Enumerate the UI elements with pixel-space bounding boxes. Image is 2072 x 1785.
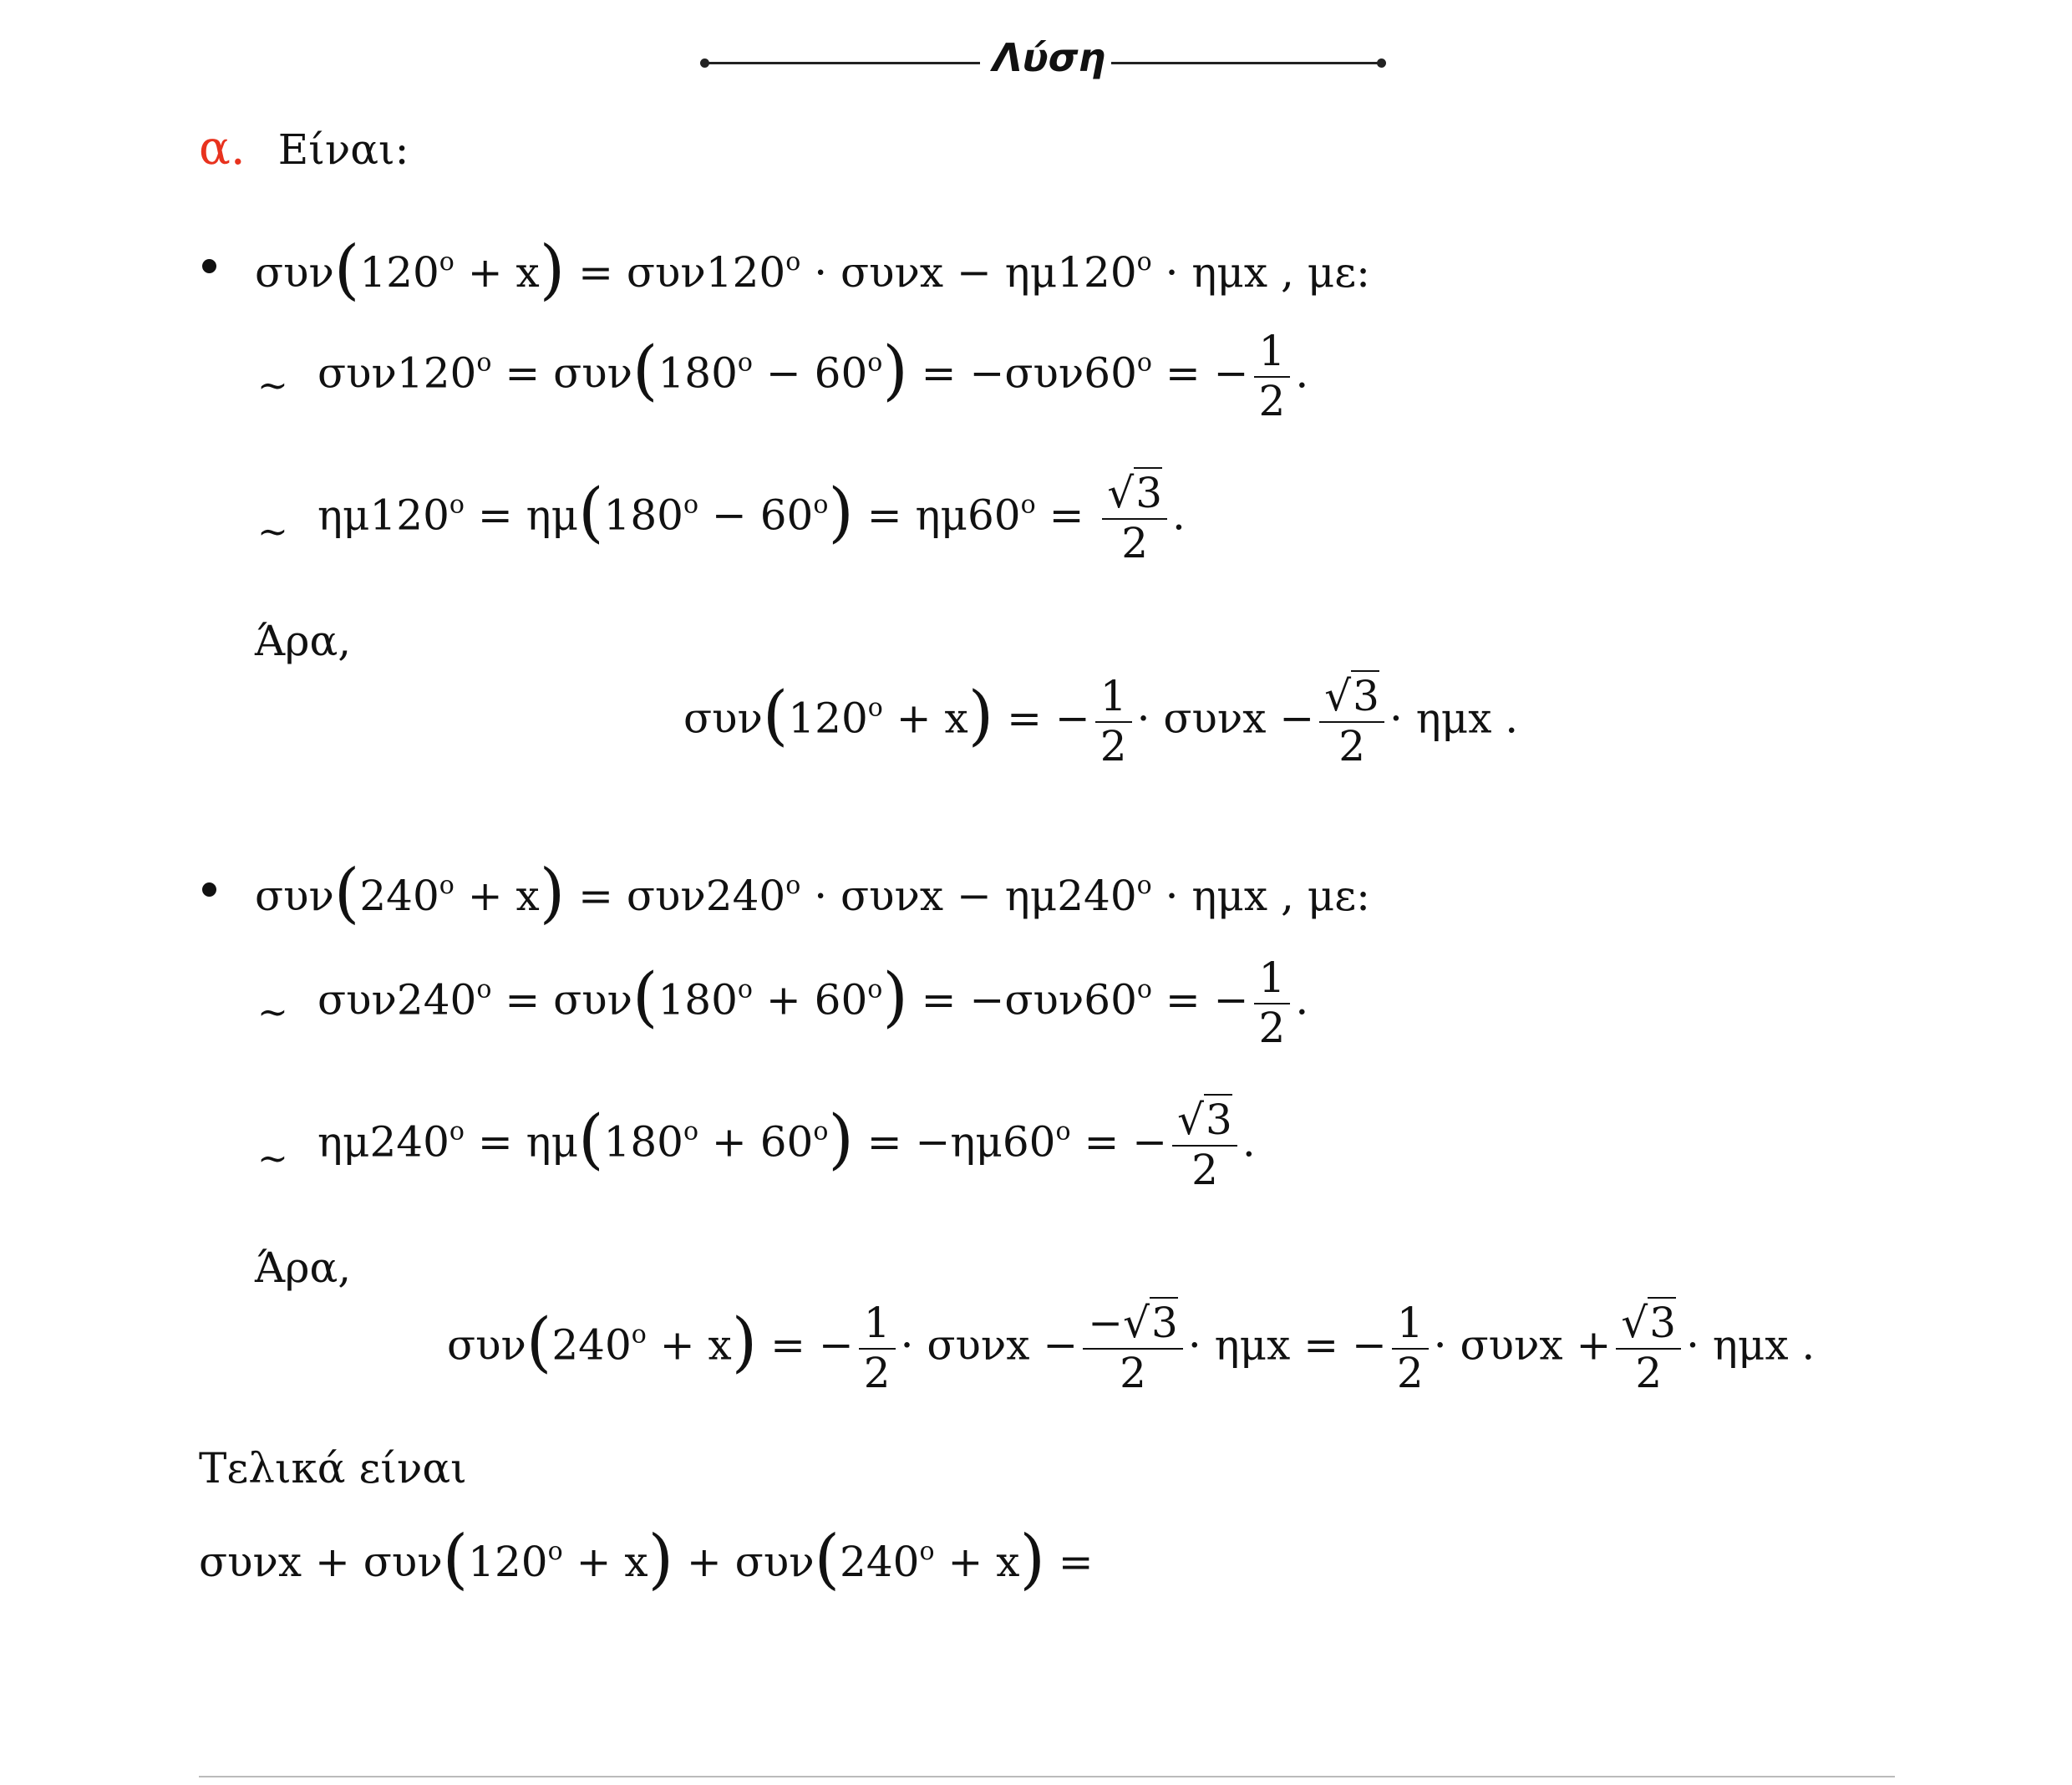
b1-cos120-eq: $\sigma\upsilon\nu 120^o = \sigma\upsilon\nu(180^o - 60^o) = -\sigma\upsilon\nu 60^o$ = − $\frac{1}{2}$ . [317,327,1309,425]
part-intro: Είναι: [277,125,409,174]
b2-sin240-eq: $\eta\mu 240^o = \eta\mu(180^o + 60^o) = -\eta\mu 60^o$ = − $\frac{√3}{2}$ . [317,1096,1256,1194]
right-dot-ornament [1377,58,1386,68]
section-header [700,35,1385,89]
tilde-marker: ~ [257,1137,288,1180]
bullet-1 [202,259,216,273]
fraction: $\frac{1}{2}$ [1254,328,1291,425]
final-eq: $\sigma\upsilon\nu x + \sigma\upsilon\nu(120^o + x) + \sigma\upsilon\nu(240^o + x)$ = [199,1522,1094,1597]
b2-result-eq: $\sigma\upsilon\nu(240^o + x)$ = − $\frac{1}{2}$ · συνx − $\frac{-√3}{2}$ · ημx = − $\frac{1}{2}$ · συνx + $\frac{√3}{2}$ · ημx . [447,1299,1816,1397]
fraction: $\frac{1}{2}$ [859,1299,896,1397]
right-header-line [1111,62,1380,64]
fraction: $\frac{√3}{2}$ [1616,1299,1681,1397]
final-text: Τελικά είναι [199,1444,467,1493]
left-header-line [704,62,980,64]
fraction: $\frac{√3}{2}$ [1102,470,1167,567]
tilde-marker: ~ [257,991,288,1034]
fraction: $\frac{1}{2}$ [1095,673,1132,770]
ara-label: Άρα, [255,1243,352,1292]
b2-cos240-eq: $\sigma\upsilon\nu 240^o = \sigma\upsilon\nu(180^o + 60^o) = -\sigma\upsilon\nu 60^o$ = − $\frac{1}{2}$ . [317,954,1309,1052]
fraction: $\frac{√3}{2}$ [1172,1096,1237,1194]
fraction: $\frac{1}{2}$ [1254,954,1291,1052]
b1-result-eq: $\sigma\upsilon\nu(120^o + x)$ = − $\frac{1}{2}$ · συνx − $\frac{√3}{2}$ · ημx . [683,672,1519,770]
fraction: $\frac{-√3}{2}$ [1083,1299,1183,1397]
tilde-marker: ~ [257,364,288,407]
b1-main-eq: $\sigma\upsilon\nu(120^o + x) = \sigma\upsilon\nu 120^o \cdot \sigma\upsilon\nu x - \eta\mu 120^o \cdot \eta\mu x$ , με: [255,232,1370,308]
page-bottom-rule [199,1776,1895,1777]
section-title: Λύση [993,35,1106,80]
part-a-heading [199,121,409,175]
b2-main-eq: $\sigma\upsilon\nu(240^o + x) = \sigma\upsilon\nu 240^o \cdot \sigma\upsilon\nu x - \eta\mu 240^o \cdot \eta\mu x$ , με: [255,856,1370,931]
fraction: $\frac{1}{2}$ [1392,1299,1429,1397]
bullet-2 [202,882,216,897]
b1-sin120-eq: $\eta\mu 120^o = \eta\mu(180^o - 60^o) = \eta\mu 60^o$ = $\frac{√3}{2}$ . [317,469,1186,567]
part-label: α. [199,121,246,175]
tilde-marker: ~ [257,511,288,553]
ara-label: Άρα, [255,617,352,665]
fraction: $\frac{√3}{2}$ [1319,673,1384,770]
